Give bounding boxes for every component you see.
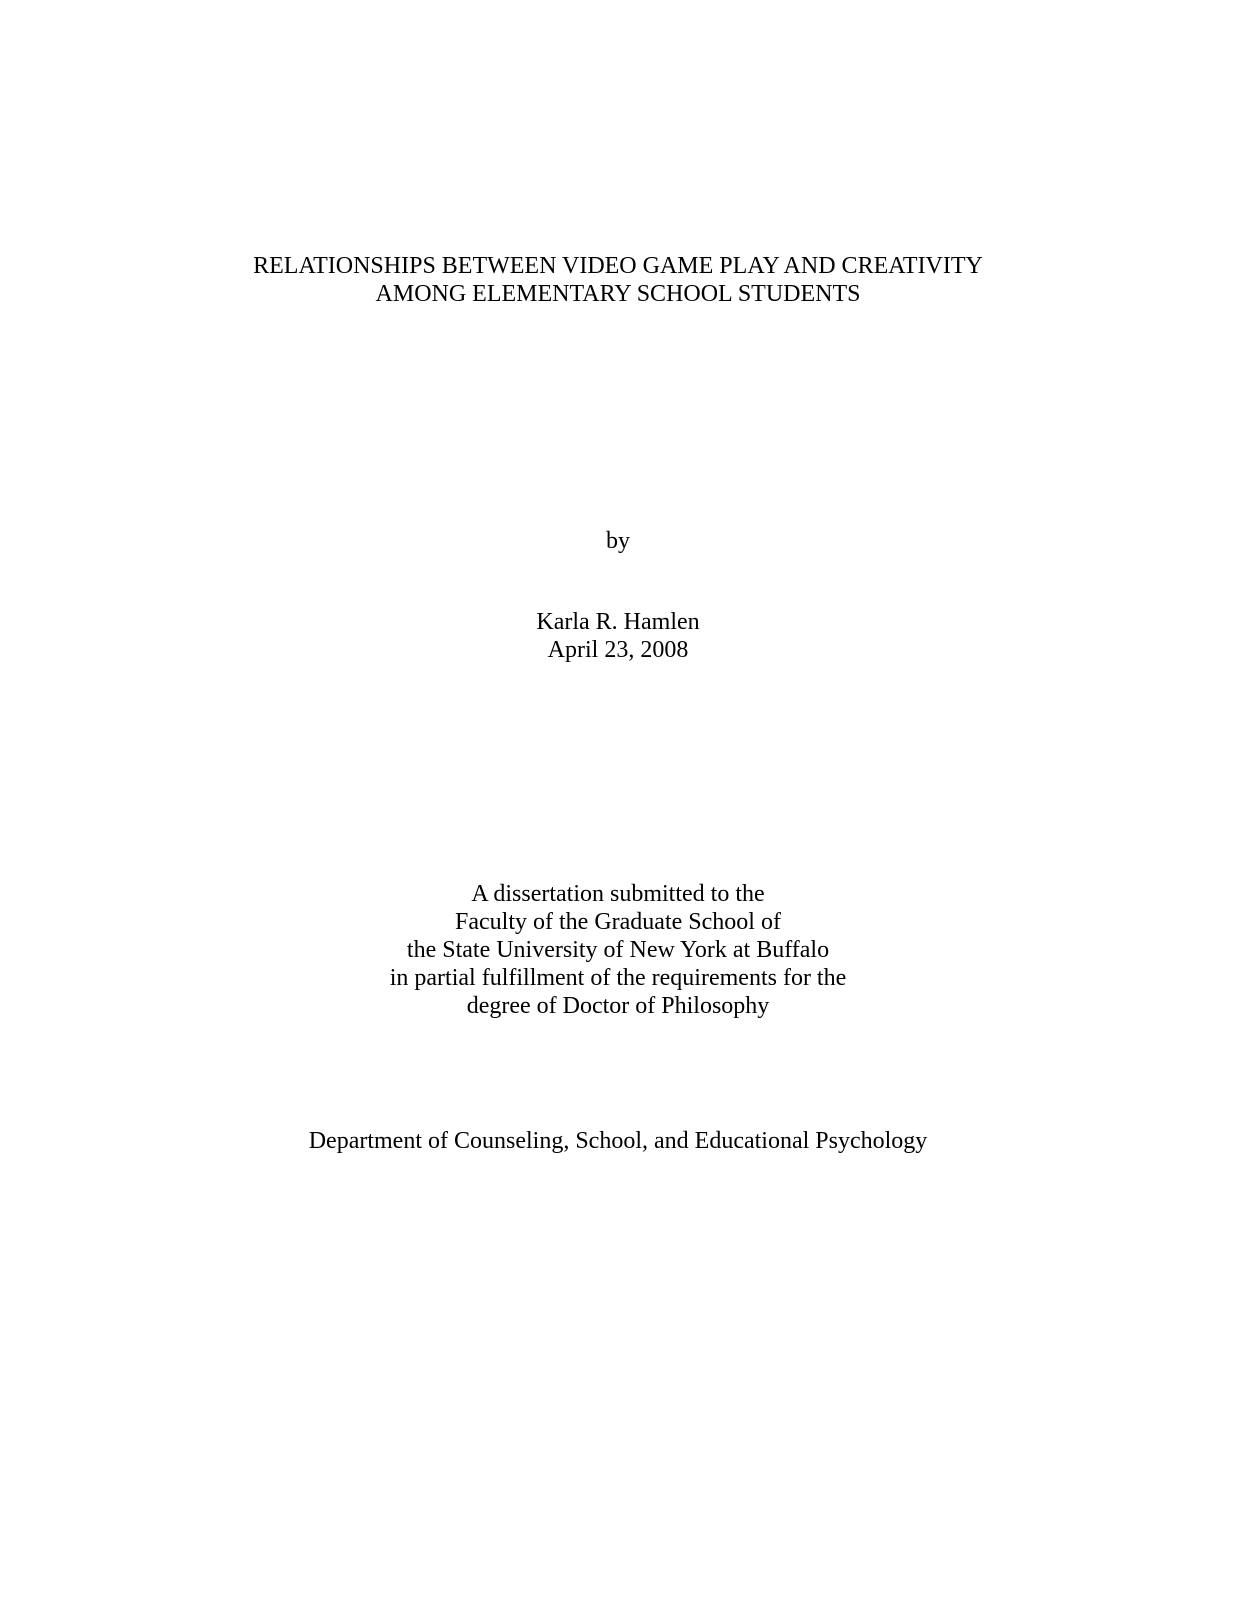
title-line-1: RELATIONSHIPS BETWEEN VIDEO GAME PLAY AND CREATIVITY <box>253 253 983 279</box>
author-name: Karla R. Hamlen <box>536 609 700 635</box>
statement-line-5: degree of Doctor of Philosophy <box>466 993 770 1019</box>
byline-text: by <box>606 528 630 554</box>
submission-date: April 23, 2008 <box>547 637 689 663</box>
statement-line-3: the State University of New York at Buffalo <box>406 937 830 963</box>
dissertation-title <box>0 252 1236 308</box>
title-line-2: AMONG ELEMENTARY SCHOOL STUDENTS <box>375 281 861 307</box>
submission-statement <box>0 880 1236 1020</box>
statement-line-2: Faculty of the Graduate School of <box>455 909 781 935</box>
department-name: Department of Counseling, School, and Educational Psychology <box>308 1128 928 1154</box>
author-info <box>0 608 1236 664</box>
department <box>0 1127 1236 1155</box>
statement-line-1: A dissertation submitted to the <box>471 881 765 907</box>
statement-line-4: in partial fulfillment of the requirements for the <box>389 965 847 991</box>
byline <box>0 527 1236 555</box>
